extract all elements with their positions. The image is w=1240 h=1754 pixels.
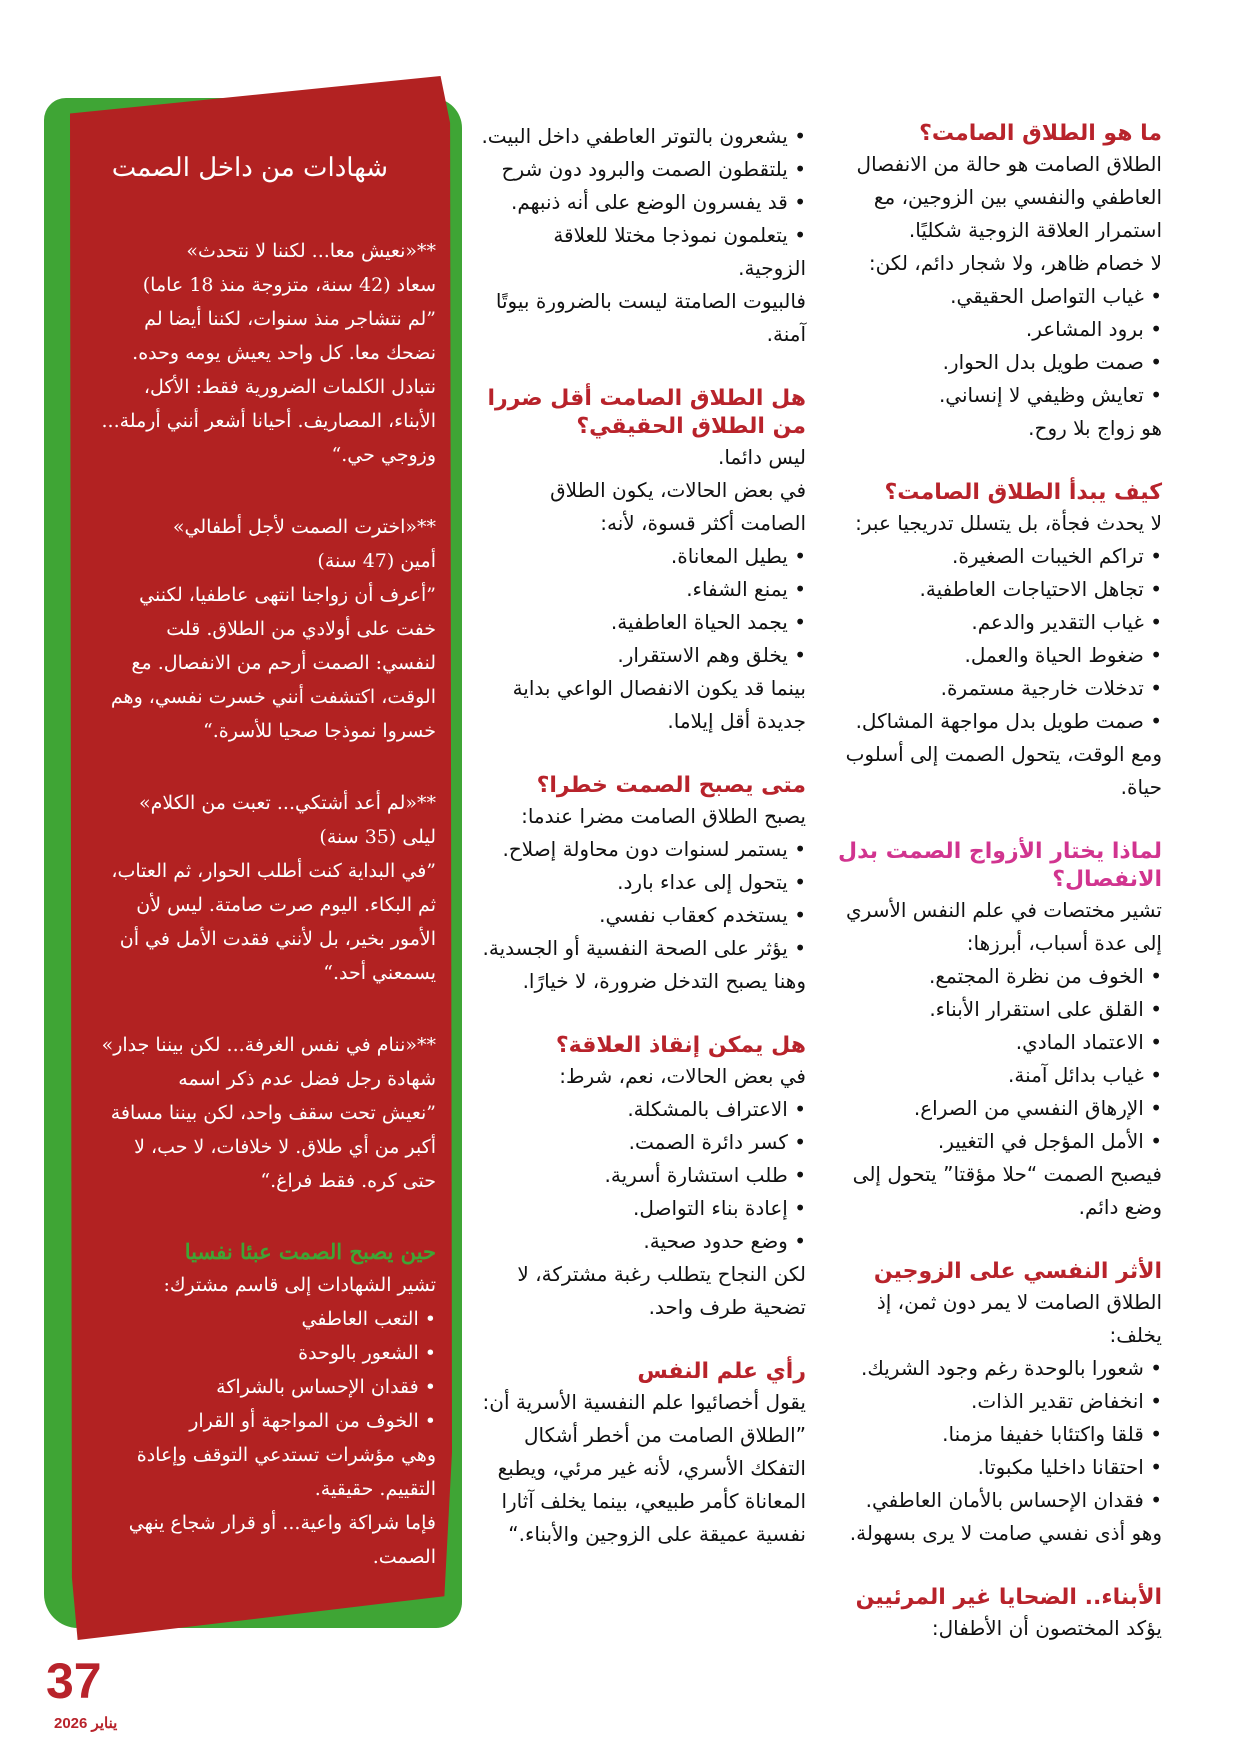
paragraph: فإما شراكة واعية... أو قرار شجاع ينهي الصمت. xyxy=(128,1512,436,1568)
testimony-quote: ”لم نتشاجر منذ سنوات، لكننا أيضا لم نضحك معا. كل واحد يعيش يومه وحده. نتبادل الكلمات الضرورية فقط: الأكل، الأبناء، المصاريف. أحيانا أشعر أنني أرملة... وزوجي حي.“ xyxy=(101,308,436,466)
testimony-title: **«اخترت الصمت لأجل أطفالي» xyxy=(172,516,436,538)
middle-column xyxy=(480,120,806,1551)
list-item: • تجاهل الاحتياجات العاطفية. xyxy=(820,573,1162,606)
section-psychological-impact xyxy=(820,1258,1162,1550)
testimony xyxy=(100,1028,436,1198)
list-item: • القلق على استقرار الأبناء. xyxy=(820,993,1162,1026)
testimony-quote: ”نعيش تحت سقف واحد، لكن بيننا مسافة أكبر من أي طلاق. لا خلافات، لا حب، لا حتى كره. فقط فراغ.“ xyxy=(110,1102,436,1192)
paragraph: لكن النجاح يتطلب رغبة مشتركة، لا تضحية طرف واحد. xyxy=(517,1262,806,1319)
section-can-it-be-saved xyxy=(480,1032,806,1324)
testimonies-box xyxy=(100,148,436,1574)
paragraph: في بعض الحالات، نعم، شرط: xyxy=(559,1064,806,1088)
section-heading: ما هو الطلاق الصامت؟ xyxy=(919,121,1162,146)
right-column xyxy=(820,120,1162,1645)
list-item: • الاعتماد المادي. xyxy=(820,1026,1162,1059)
testimony-quote: ”أعرف أن زواجنا انتهى عاطفيا، لكنني خفت على أولادي من الطلاق. قلت لنفسي: الصمت أرحم من الانفصال. مع الوقت، اكتشفت أنني خسرت نفسي، وهم خسروا نموذجا صحيا للأسرة.“ xyxy=(110,584,436,742)
paragraph: ومع الوقت، يتحول الصمت إلى أسلوب حياة. xyxy=(845,742,1162,799)
list-item: • تراكم الخيبات الصغيرة. xyxy=(820,540,1162,573)
list-item: • صمت طويل بدل مواجهة المشاكل. xyxy=(820,705,1162,738)
section-heading: هل يمكن إنقاذ العلاقة؟ xyxy=(555,1033,806,1058)
paragraph: تشير الشهادات إلى قاسم مشترك: xyxy=(163,1274,436,1296)
section-heading: الأثر النفسي على الزوجين xyxy=(873,1259,1162,1284)
list-item: • برود المشاعر. xyxy=(820,313,1162,346)
section-how-it-starts xyxy=(820,479,1162,804)
paragraph: يؤكد المختصون أن الأطفال: xyxy=(931,1616,1162,1640)
testimony-speaker: سعاد (42 سنة، متزوجة منذ 18 عاما) xyxy=(142,274,436,296)
testimony-quote: ”في البداية كنت أطلب الحوار، ثم العتاب، ثم البكاء. اليوم صرت صامتة. ليس لأن الأمور بخير، بل لأنني فقدت الأمل في أن يسمعني أحد.“ xyxy=(111,860,436,984)
list-item: • يتعلمون نموذجا مختلا للعلاقة الزوجية. xyxy=(480,219,806,285)
list-item: • فقدان الإحساس بالأمان العاطفي. xyxy=(820,1484,1162,1517)
testimony xyxy=(100,234,436,472)
paragraph: وهنا يصبح التدخل ضرورة، لا خيارًا. xyxy=(522,969,806,993)
testimony-title: **«لم أعد أشتكي... تعبت من الكلام» xyxy=(139,792,436,814)
paragraph: تشير مختصات في علم النفس الأسري إلى عدة أسباب، أبرزها: xyxy=(846,898,1162,955)
list-item: • كسر دائرة الصمت. xyxy=(480,1126,806,1159)
summary-heading: حين يصبح الصمت عبئا نفسيا xyxy=(184,1239,436,1264)
testimony-speaker: ليلى (35 سنة) xyxy=(319,826,436,848)
list-item: • يجمد الحياة العاطفية. xyxy=(480,606,806,639)
list-item: • فقدان الإحساس بالشراكة xyxy=(100,1370,436,1404)
list-item: • غياب التقدير والدعم. xyxy=(820,606,1162,639)
paragraph: يصبح الطلاق الصامت مضرا عندما: xyxy=(521,804,806,828)
paragraph: لا يحدث فجأة، بل يتسلل تدريجيا عبر: xyxy=(855,511,1162,535)
list-item: • تدخلات خارجية مستمرة. xyxy=(820,672,1162,705)
list-item: • تعايش وظيفي لا إنساني. xyxy=(820,379,1162,412)
paragraph: وهو أذى نفسي صامت لا يرى بسهولة. xyxy=(849,1521,1162,1545)
quote: ”الطلاق الصامت من أخطر أشكال التفكك الأسري، لأنه غير مرئي، ويطبع المعاناة كأمر طبيعي، بينما يخلف آثارا نفسية عميقة على الزوجين والأبناء.“ xyxy=(497,1423,806,1546)
list-item: • الإرهاق النفسي من الصراع. xyxy=(820,1092,1162,1125)
list-item: • الأمل المؤجل في التغيير. xyxy=(820,1125,1162,1158)
section-less-harmful xyxy=(480,385,806,738)
testimony xyxy=(100,786,436,990)
section-heading: متى يصبح الصمت خطرا؟ xyxy=(536,773,806,798)
list-item: • الخوف من نظرة المجتمع. xyxy=(820,960,1162,993)
section-heading: هل الطلاق الصامت أقل ضررا من الطلاق الحقيقي؟ xyxy=(487,386,806,439)
issue-date: يناير 2026 xyxy=(54,1715,118,1732)
list-item: • غياب بدائل آمنة. xyxy=(820,1059,1162,1092)
list-item: • الخوف من المواجهة أو القرار xyxy=(100,1404,436,1438)
paragraph: يقول أخصائيوا علم النفسية الأسرية أن: xyxy=(482,1390,806,1414)
list-item: • يلتقطون الصمت والبرود دون شرح xyxy=(480,153,806,186)
list-item: • يطيل المعاناة. xyxy=(480,540,806,573)
list-item: • قد يفسرون الوضع على أنه ذنبهم. xyxy=(480,186,806,219)
paragraph: هو زواج بلا روح. xyxy=(1028,416,1162,440)
testimony-title: **«نعيش معا... لكننا لا نتحدث» xyxy=(186,240,436,262)
section-heading: الأبناء.. الضحايا غير المرئيين xyxy=(855,1585,1162,1610)
list-item: • يمنع الشفاء. xyxy=(480,573,806,606)
paragraph: الطلاق الصامت لا يمر دون ثمن، إذ يخلف: xyxy=(876,1290,1162,1347)
page-number: 37 xyxy=(46,1653,102,1709)
box-title: شهادات من داخل الصمت xyxy=(111,153,388,183)
section-when-dangerous xyxy=(480,772,806,998)
list-item: • انخفاض تقدير الذات. xyxy=(820,1385,1162,1418)
list-item: • الشعور بالوحدة xyxy=(100,1336,436,1370)
testimony-speaker: أمين (47 سنة) xyxy=(317,550,436,572)
list-item: • طلب استشارة أسرية. xyxy=(480,1159,806,1192)
list-item: • يتحول إلى عداء بارد. xyxy=(480,866,806,899)
section-children-victims xyxy=(820,1584,1162,1645)
list-item: • شعورا بالوحدة رغم وجود الشريك. xyxy=(820,1352,1162,1385)
list-item: • ضغوط الحياة والعمل. xyxy=(820,639,1162,672)
paragraph: فيصبح الصمت “حلا مؤقتا” يتحول إلى وضع دائم. xyxy=(852,1162,1162,1219)
testimony-speaker: شهادة رجل فضل عدم ذكر اسمه xyxy=(178,1068,436,1090)
section-children-continued xyxy=(480,120,806,351)
list-item: • وضع حدود صحية. xyxy=(480,1225,806,1258)
list-item: • صمت طويل بدل الحوار. xyxy=(820,346,1162,379)
paragraph: الطلاق الصامت هو حالة من الانفصال العاطفي والنفسي بين الزوجين، مع استمرار العلاقة الزوجية شكليًا. xyxy=(856,152,1162,242)
paragraph: لا خصام ظاهر، ولا شجار دائم، لكن: xyxy=(868,251,1162,275)
section-what-is-silent-divorce xyxy=(820,120,1162,445)
section-heading: رأي علم النفس xyxy=(637,1359,806,1384)
list-item: • يخلق وهم الاستقرار. xyxy=(480,639,806,672)
list-item: • يشعرون بالتوتر العاطفي داخل البيت. xyxy=(480,120,806,153)
testimonies-summary xyxy=(100,1236,436,1574)
section-why-couples-choose-silence xyxy=(820,838,1162,1224)
paragraph: وهي مؤشرات تستدعي التوقف وإعادة التقييم. حقيقية. xyxy=(136,1444,436,1500)
list-item: • يستمر لسنوات دون محاولة إصلاح. xyxy=(480,833,806,866)
list-item: • الاعتراف بالمشكلة. xyxy=(480,1093,806,1126)
section-heading: لماذا يختار الأزواج الصمت بدل الانفصال؟ xyxy=(838,839,1162,892)
testimony xyxy=(100,510,436,748)
list-item: • قلقا واكتئابا خفيفا مزمنا. xyxy=(820,1418,1162,1451)
list-item: • احتقانا داخليا مكبوتا. xyxy=(820,1451,1162,1484)
section-psychology-opinion xyxy=(480,1358,806,1551)
list-item: • يستخدم كعقاب نفسي. xyxy=(480,899,806,932)
paragraph: فالبيوت الصامتة ليست بالضرورة بيوتًا آمنة. xyxy=(495,289,806,346)
list-item: • يؤثر على الصحة النفسية أو الجسدية. xyxy=(480,932,806,965)
paragraph: في بعض الحالات، يكون الطلاق الصامت أكثر قسوة، لأنه: xyxy=(550,478,806,535)
paragraph: بينما قد يكون الانفصال الواعي بداية جديدة أقل إيلاما. xyxy=(512,676,806,733)
section-heading: كيف يبدأ الطلاق الصامت؟ xyxy=(884,480,1162,505)
paragraph: ليس دائما. xyxy=(717,445,806,469)
list-item: • التعب العاطفي xyxy=(100,1302,436,1336)
testimony-title: **«ننام في نفس الغرفة... لكن بيننا جدار» xyxy=(101,1034,436,1056)
list-item: • إعادة بناء التواصل. xyxy=(480,1192,806,1225)
list-item: • غياب التواصل الحقيقي. xyxy=(820,280,1162,313)
